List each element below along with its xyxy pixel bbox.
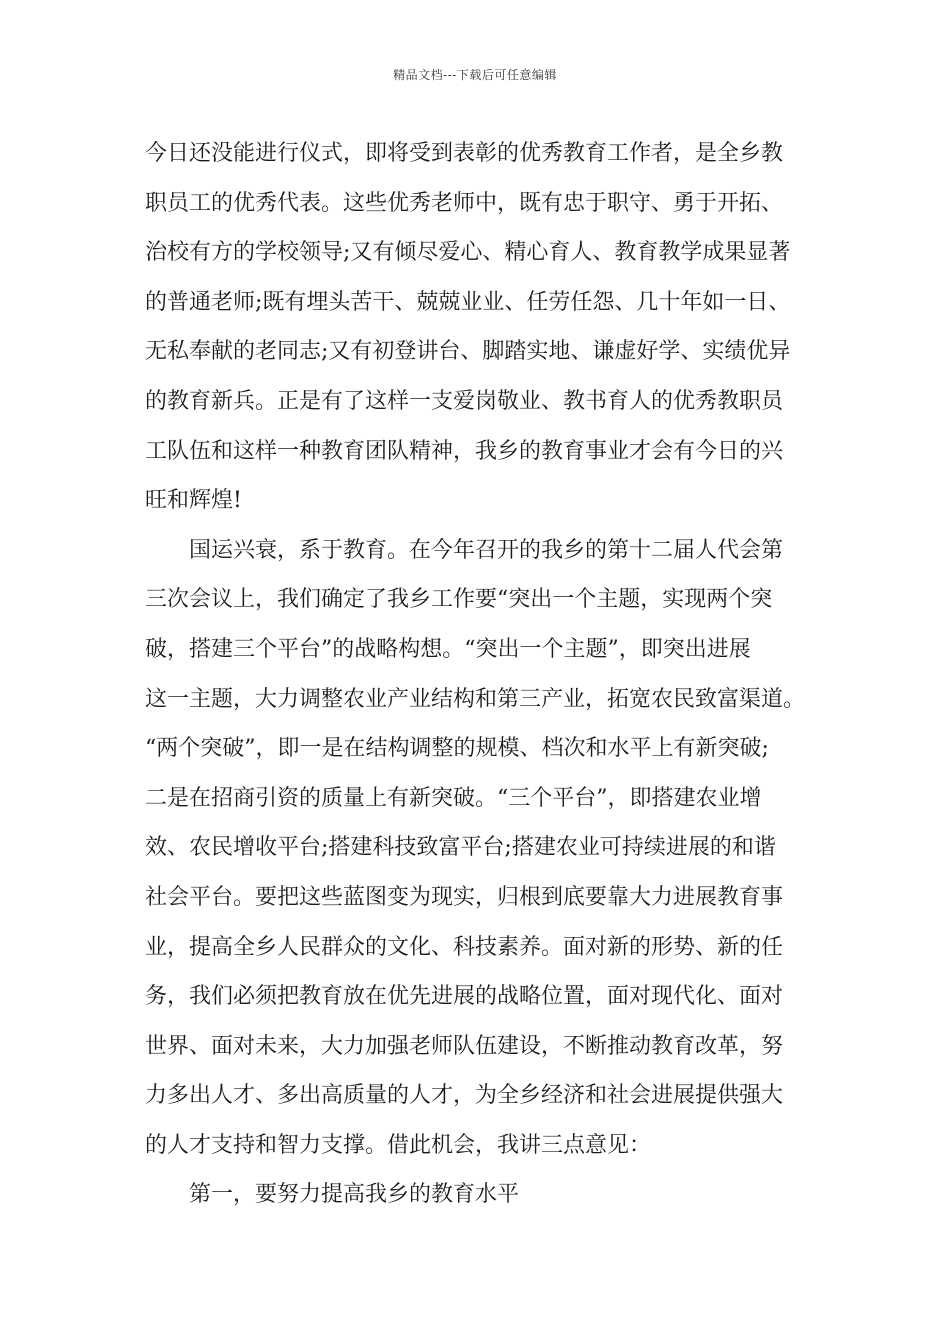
text-line: 二是在招商引资的质量上有新突破。“三个平台”，即搭建农业增 — [145, 785, 762, 811]
text-line: 效、农民增收平台;搭建科技致富平台;搭建农业可持续进展的和谐 — [145, 835, 776, 861]
text-line: 工队伍和这样一种教育团队精神，我乡的教育事业才会有今日的兴 — [145, 438, 784, 464]
text-line: 的教育新兵。正是有了这样一支爱岗敬业、教书育人的优秀教职员 — [145, 388, 784, 414]
text-line: 社会平台。要把这些蓝图变为现实，归根到底要靠大力进展教育事 — [145, 884, 784, 910]
text-line: 的普通老师;既有埋头苦干、兢兢业业、任劳任怨、几十年如一日、 — [145, 289, 791, 315]
text-line: 旺和辉煌! — [145, 488, 242, 514]
text-line: 今日还没能进行仪式，即将受到表彰的优秀教育工作者，是全乡教 — [145, 141, 784, 166]
text-line: 力多出人才、多出高质量的人才，为全乡经济和社会进展提供强大 — [145, 1083, 784, 1109]
text-line: “两个突破”，即一是在结构调整的规模、档次和水平上有新突破; — [145, 736, 769, 762]
page-header: 精品文档---下载后可任意编辑 — [393, 68, 557, 82]
text-line: 破，搭建三个平台”的战略构想。“突出一个主题”，即突出进展 — [145, 636, 751, 662]
text-line: 治校有方的学校领导;又有倾尽爱心、精心育人、教育教学成果显著 — [145, 240, 791, 266]
text-line: 的人才支持和智力支撑。借此机会，我讲三点意见： — [145, 1132, 652, 1158]
text-line: 这一主题，大力调整农业产业结构和第三产业，拓宽农民致富渠道。 — [145, 686, 806, 712]
paragraph-first-line: 国运兴衰，系于教育。在今年召开的我乡的第十二届人代会第 — [189, 537, 784, 563]
text-line: 三次会议上，我们确定了我乡工作要“突出一个主题，实现两个突 — [145, 587, 773, 613]
text-line: 业，提高全乡人民群众的文化、科技素养。面对新的形势、新的任 — [145, 934, 784, 960]
text-line: 务，我们必须把教育放在优先进展的战略位置，面对现代化、面对 — [145, 984, 784, 1010]
section-heading: 第一，要努力提高我乡的教育水平 — [189, 1182, 520, 1208]
text-line: 世界、面对未来，大力加强老师队伍建设，不断推动教育改革，努 — [145, 1033, 784, 1059]
text-line: 职员工的优秀代表。这些优秀老师中，既有忠于职守、勇于开拓、 — [145, 190, 784, 216]
text-line: 无私奉献的老同志;又有初登讲台、脚踏实地、谦虚好学、实绩优异 — [145, 339, 791, 365]
document-body — [145, 129, 825, 1220]
